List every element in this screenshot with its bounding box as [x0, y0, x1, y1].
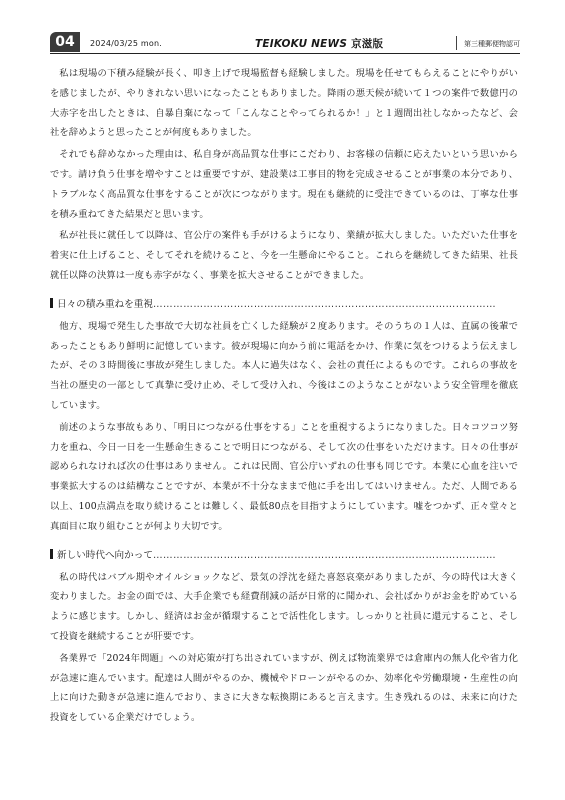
page-number: 04	[50, 32, 80, 52]
section-heading-text: 日々の積み重ねを重視	[57, 298, 153, 310]
brand-name: TEIKOKU NEWS	[255, 38, 348, 50]
article-paragraph: 私の時代はバブル期やオイルショックなど、景気の浮沈を経た喜怒哀楽がありましたが、今の時代は大きく変わりました。お金の面では、大手企業でも経費削減の話が日常的に聞かれ、会社ばかりがお金を貯めているように感じます。しかし、経済はお金が循環することで活性化します。しっかりと社員に還元すること、そして投資を継続することが肝要です。	[50, 571, 518, 642]
article-paragraph: それでも辞めなかった理由は、私自身が高品質な仕事にこだわり、お客様の信頼に応えたいという思いからです。請け負う仕事を増やすことは重要ですが、建設業は工事目的物を完成させることが事業の本分であり、トラブルなく高品質な仕事をすることが次につながります。現在も継続的に受注できているのは、丁寧な仕事を積み重ねてきた結果だと思います。	[50, 149, 518, 220]
heading-bullet-mark	[50, 298, 53, 308]
article-paragraph: 他方、現場で発生した事故で大切な社員を亡くした経験が２度あります。そのうちの１人は、直属の後輩であったこともあり鮮明に記憶しています。彼が現場に向かう前に電話をかけ、作業に気をつけるよう伝えましたが、その３時間後に事故が発生しました。本人に過失はなく、会社の責任によるものです。これらの事故を当社の歴史の一部として真摯に受け止め、そして受け入れ、今後はこのようなことがないよう安全管理を徹底しています。	[50, 320, 518, 411]
heading-bullet-mark	[50, 549, 53, 559]
publication-title	[255, 36, 383, 51]
article-paragraph: 私が社長に就任して以降は、官公庁の案件も手がけるようになり、業績が拡大しました。いただいた仕事を着実に仕上げること、そしてそれを続けること、今を一生懸命にやること。これらを継続してきた結果、社長就任以降の決算は一度も赤字がなく、事業を拡大させることができました。	[50, 230, 518, 281]
section-heading	[50, 547, 518, 565]
article-body	[50, 64, 518, 730]
article-paragraph: 前述のような事故もあり、「明日につながる仕事をする」ことを重視するようになりました。日々コツコツ努力を重ね、今日一日を一生懸命生きることで明日につながる、そして次の仕事をいただけます。日々の仕事が認められなければ次の仕事はありません。これは民間、官公庁いずれの仕事も同じです。本業に心血を注いで事業拡大するのは結構なことですが、本業が不十分なままで他に手を出してはいけません。ただ、人間である以上、100点満点を取り続けることは難しく、最低80点を目指すようにしています。嘘をつかず、正々堂々と真面目に取り組むことが何より大切です。	[50, 421, 518, 532]
section-heading-text: 新しい時代へ向かって	[57, 549, 153, 561]
heading-leader-dots: …………………………………………………………………………………………	[152, 549, 497, 561]
issue-date: 2024/03/25 mon.	[90, 39, 162, 48]
page-header	[50, 35, 520, 54]
article-paragraph: 各業界で「2024年問題」への対応策が打ち出されていますが、例えば物流業界では倉庫内の無人化や省力化が急速に進んでいます。配達は人間がやるのか、機械やドローンがやるのか、効率化や労働環境・生産性の向上に向けた動きが急速に進んでおり、まさに大きな転換期にあると言えます。生き残れるのは、未来に向けた投資をしている企業だけでしょう。	[50, 652, 518, 724]
postal-permit: 第三種郵便物認可	[464, 40, 520, 48]
heading-leader-dots: …………………………………………………………………………………………	[152, 298, 497, 310]
article-paragraph: 私は現場の下積み経験が長く、叩き上げで現場監督も経験しました。現場を任せてもらえることにやりがいを感じましたが、やりきれない思いになったこともありました。降雨の悪天候が続いて１つの案件で数億円の大赤字を出したときは、自暴自棄になって「こんなことやってられるか！」と１週間出社しなかったなど、会社を辞めようと思ったことが何度もありました。	[50, 68, 518, 139]
section-heading	[50, 296, 518, 314]
edition-name: 京滋版	[351, 38, 384, 50]
